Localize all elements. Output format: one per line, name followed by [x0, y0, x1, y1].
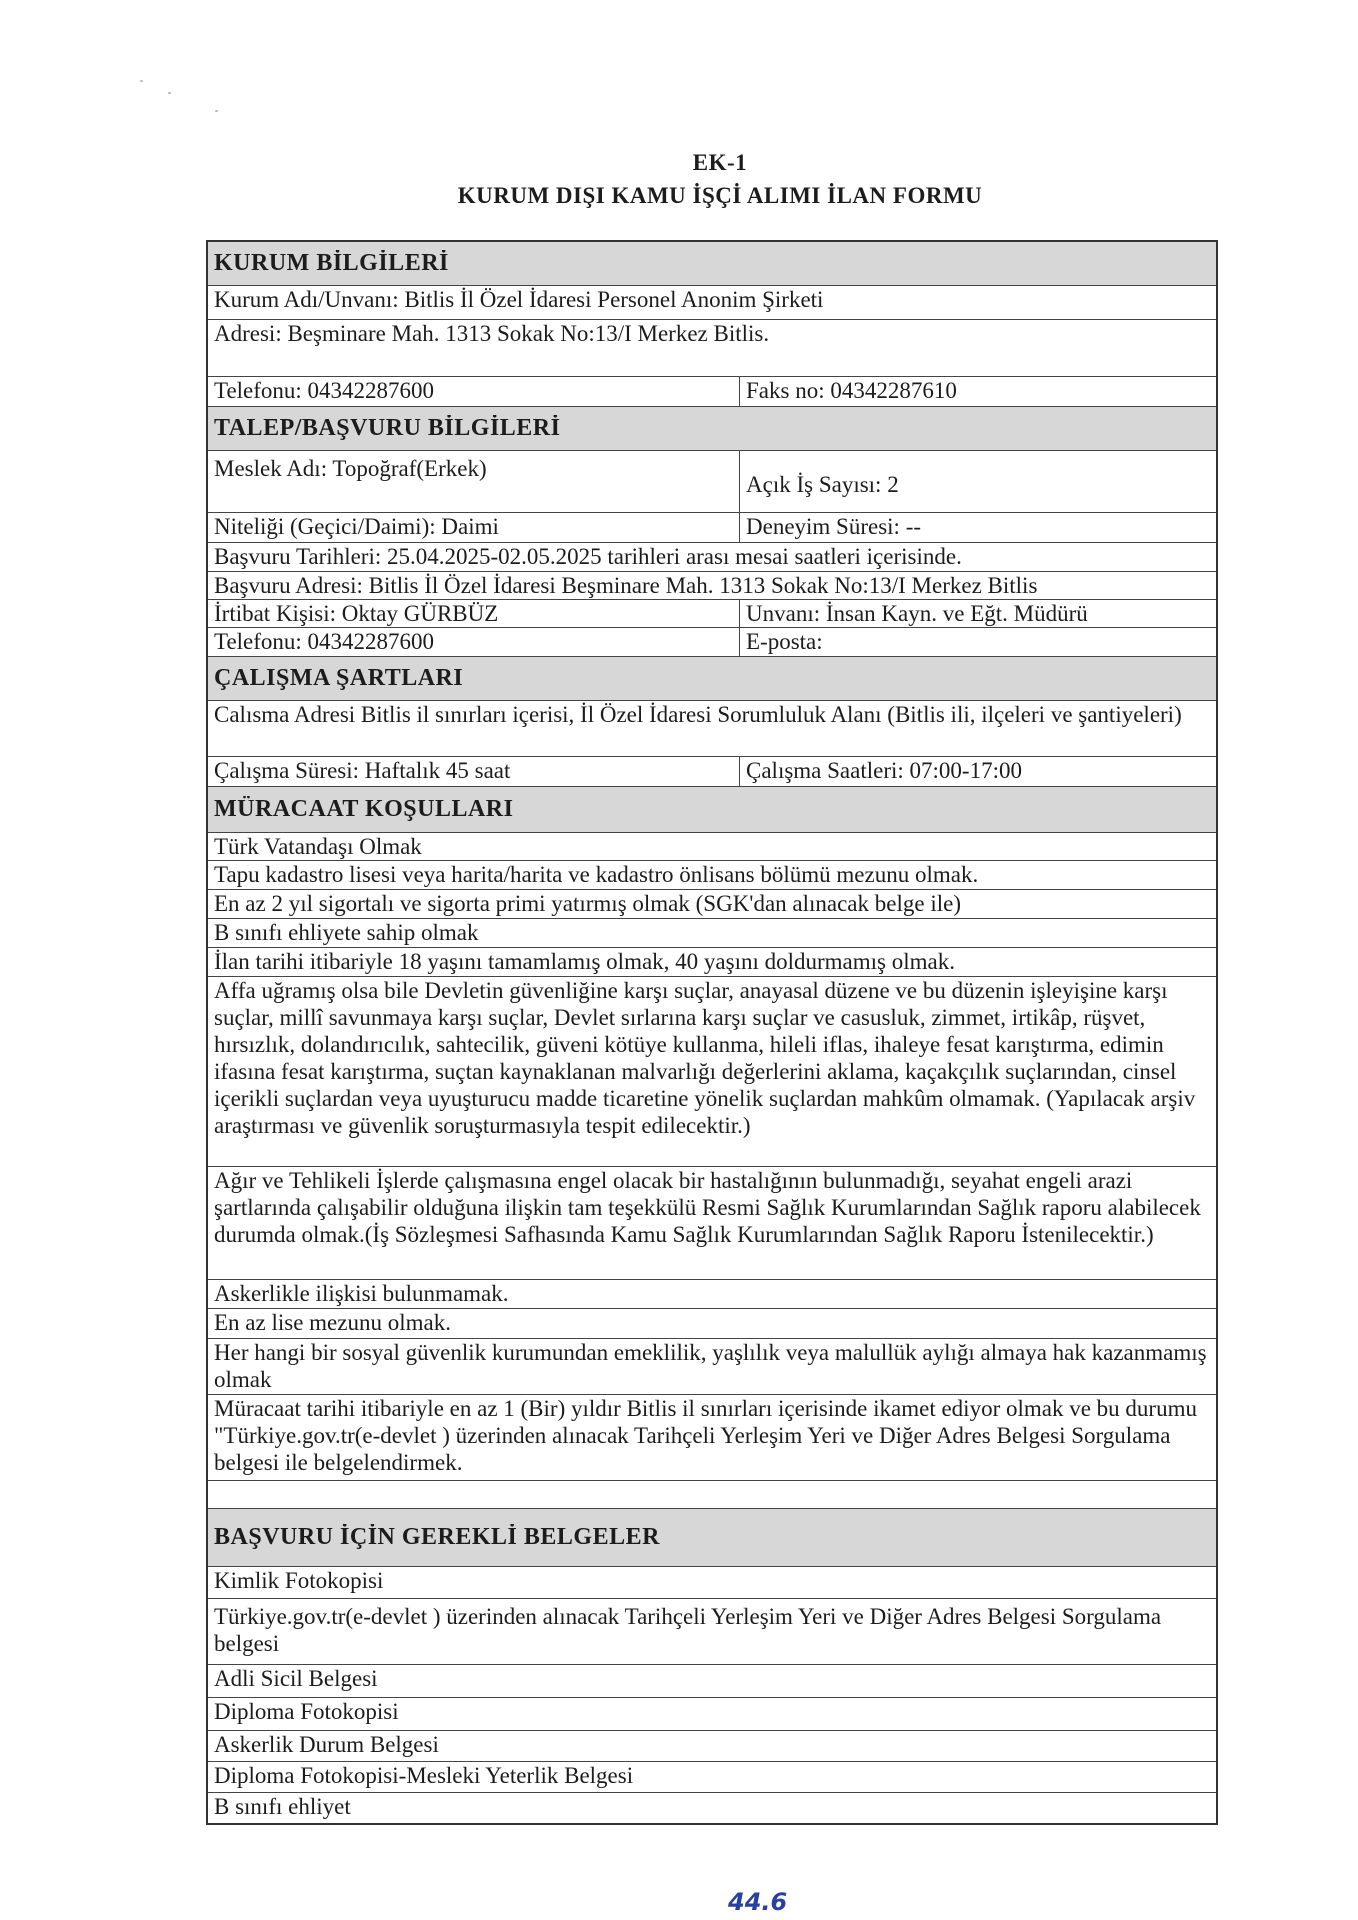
experience: Deneyim Süresi: -- — [746, 514, 922, 539]
employment-nature: Niteliği (Geçici/Daimi): Daimi — [208, 513, 740, 542]
section-header-talep — [208, 407, 1216, 451]
requirement-row — [208, 1395, 1216, 1481]
handwritten-page-mark: 44.6 — [728, 1888, 788, 1916]
application-dates: Başvuru Tarihleri: 25.04.2025-02.05.2025 tarihleri arası mesai saatleri içerisinde. — [214, 544, 962, 569]
document-item: Adli Sicil Belgesi — [214, 1666, 378, 1691]
document-item: Türkiye.gov.tr(e-devlet ) üzerinden alınacak Tarihçeli Yerleşim Yeri ve Diğer Adres Belgesi Sorgulama belgesi — [214, 1604, 1162, 1656]
requirement-row — [208, 948, 1216, 977]
work-hours: Çalışma Saatleri: 07:00-17:00 — [746, 758, 1022, 783]
requirement-row — [208, 1280, 1216, 1309]
requirement-row — [208, 1339, 1216, 1395]
institution-fax: Faks no: 04342287610 — [746, 378, 957, 403]
section-header-belgeler — [208, 1509, 1216, 1567]
institution-phone: Telefonu: 04342287600 — [208, 377, 740, 406]
application-address: Başvuru Adresi: Bitlis İl Özel İdaresi Beşminare Mah. 1313 Sokak No:13/I Merkez Bitlis — [214, 573, 1038, 598]
requirement-item: En az 2 yıl sigortalı ve sigorta primi yatırmış olmak (SGK'dan alınacak belge ile) — [214, 891, 961, 916]
talep-contact-row — [208, 600, 1216, 628]
announcement-form — [206, 240, 1218, 1825]
openings: Açık İş Sayısı: 2 — [746, 472, 899, 497]
document-row — [208, 1665, 1216, 1698]
section-title: BAŞVURU İÇİN GEREKLİ BELGELER — [214, 1524, 660, 1550]
calisma-address-row — [208, 701, 1216, 757]
empty-row — [208, 1481, 1216, 1509]
contact-person: İrtibat Kişisi: Oktay GÜRBÜZ — [208, 600, 740, 627]
requirement-item: Türk Vatandaşı Olmak — [214, 834, 422, 859]
section-header-kurum — [208, 242, 1216, 286]
section-title: ÇALIŞMA ŞARTLARI — [214, 665, 464, 691]
contact-phone: Telefonu: 04342287600 — [208, 628, 740, 656]
scan-speck — [215, 110, 218, 112]
scan-speck — [168, 92, 171, 94]
section-title: TALEP/BAŞVURU BİLGİLERİ — [214, 415, 561, 441]
requirement-item: En az lise mezunu olmak. — [214, 1310, 451, 1335]
talep-address-row — [208, 572, 1216, 600]
document-item: Diploma Fotokopisi — [214, 1699, 399, 1724]
requirement-row — [208, 1309, 1216, 1339]
talep-profession-row — [208, 451, 1216, 513]
work-duration: Çalışma Süresi: Haftalık 45 saat — [208, 757, 740, 786]
requirement-item: Tapu kadastro lisesi veya harita/harita ve kadastro önlisans bölümü mezunu olmak. — [214, 862, 979, 887]
annex-label: EK-1 — [692, 150, 748, 175]
requirement-row — [208, 861, 1216, 890]
requirement-item: İlan tarihi itibariyle 18 yaşını tamamlamış olmak, 40 yaşını doldurmamış olmak. — [214, 949, 955, 974]
requirement-row — [208, 833, 1216, 861]
calisma-time-row — [208, 757, 1216, 787]
institution-address: Adresi: Beşminare Mah. 1313 Sokak No:13/I Merkez Bitlis. — [214, 321, 770, 346]
document-row — [208, 1567, 1216, 1599]
requirement-row — [208, 977, 1216, 1167]
document-item: Diploma Fotokopisi-Mesleki Yeterlik Belgesi — [214, 1763, 634, 1788]
institution-name: Kurum Adı/Unvanı: Bitlis İl Özel İdaresi Personel Anonim Şirketi — [214, 287, 824, 312]
work-address: Calısma Adresi Bitlis il sınırları içerisi, İl Özel İdaresi Sorumluluk Alanı (Bitlis ili, ilçeleri ve şantiyeleri) — [214, 702, 1182, 727]
document-item: Askerlik Durum Belgesi — [214, 1732, 439, 1757]
kurum-contact-row — [208, 377, 1216, 407]
requirement-item: Müracaat tarihi itibariyle en az 1 (Bir) yıldır Bitlis il sınırları içerisinde ikamet ediyor olmak ve bu durumu "Türkiye.gov.tr(e-devlet ) üzerinden alınacak Tarihçeli Yerleşim Yeri ve Diğer Adres Belgesi Sorgulama belgesi ile belgelendirmek. — [214, 1396, 1197, 1475]
section-title: MÜRACAAT KOŞULLARI — [214, 796, 514, 822]
requirement-row — [208, 919, 1216, 948]
scan-speck — [140, 80, 143, 82]
requirement-item: Ağır ve Tehlikeli İşlerde çalışmasına engel olacak bir hastalığının bulunmadığı, seyahat engeli arazi şartlarında çalışabilir olduğuna ilişkin tam teşekkülü Resmi Sağlık Kurumlarından Sağlık raporu alabilecek durumda olmak.(İş Sözleşmesi Safhasında Kamu Sağlık Kurumlarından Sağlık Raporu İstenilecektir.) — [214, 1168, 1201, 1247]
requirement-item: Askerlikle ilişkisi bulunmamak. — [214, 1281, 509, 1306]
requirement-item: Her hangi bir sosyal güvenlik kurumundan emeklilik, yaşlılık veya malullük aylığı almaya hak kazanmamış olmak — [214, 1340, 1207, 1392]
document-row — [208, 1762, 1216, 1793]
section-header-calisma — [208, 657, 1216, 701]
talep-nature-row — [208, 513, 1216, 543]
requirement-item: B sınıfı ehliyete sahip olmak — [214, 920, 479, 945]
requirement-item: Affa uğramış olsa bile Devletin güvenliğine karşı suçlar, anayasal düzene ve bu düzenin işleyişine karşı suçlar, millî savunmaya karşı suçlar, Devlet sırlarına karşı suçlar ve casusluk, zimmet, irtikâp, rüşvet, hırsızlık, dolandırıcılık, sahtecilik, güveni kötüye kullanma, hileli iflas, ihaleye fesat karıştırma, edimin ifasına fesat karıştırma, suçtan kaynaklanan malvarlığı değerlerini aklama, kaçakçılık suçlarından, cinsel içerikli suçlardan veya uyuşturucu madde ticaretine yönelik suçlardan mahkûm olmamak. (Yapılacak arşiv araştırması ve güvenlik soruşturmasıyla tespit edilecektir.) — [214, 978, 1196, 1138]
form-title: KURUM DIŞI KAMU İŞÇİ ALIMI İLAN FORMU — [457, 183, 983, 208]
document-row — [208, 1698, 1216, 1731]
document-row — [208, 1793, 1216, 1823]
empty-cell — [208, 1481, 1216, 1508]
kurum-address-row — [208, 320, 1216, 377]
document-item: B sınıfı ehliyet — [214, 1794, 351, 1819]
document-row — [208, 1731, 1216, 1762]
kurum-name-row — [208, 286, 1216, 320]
contact-email: E-posta: — [746, 629, 823, 654]
talep-dates-row — [208, 543, 1216, 572]
document-row — [208, 1599, 1216, 1665]
document-item: Kimlik Fotokopisi — [214, 1568, 384, 1593]
requirement-row — [208, 1167, 1216, 1280]
requirement-row — [208, 890, 1216, 919]
contact-title: Unvanı: İnsan Kayn. ve Eğt. Müdürü — [746, 601, 1088, 626]
section-title: KURUM BİLGİLERİ — [214, 250, 449, 276]
profession: Meslek Adı: Topoğraf(Erkek) — [208, 451, 740, 512]
section-header-muracaat — [208, 787, 1216, 833]
talep-phone-row — [208, 628, 1216, 657]
